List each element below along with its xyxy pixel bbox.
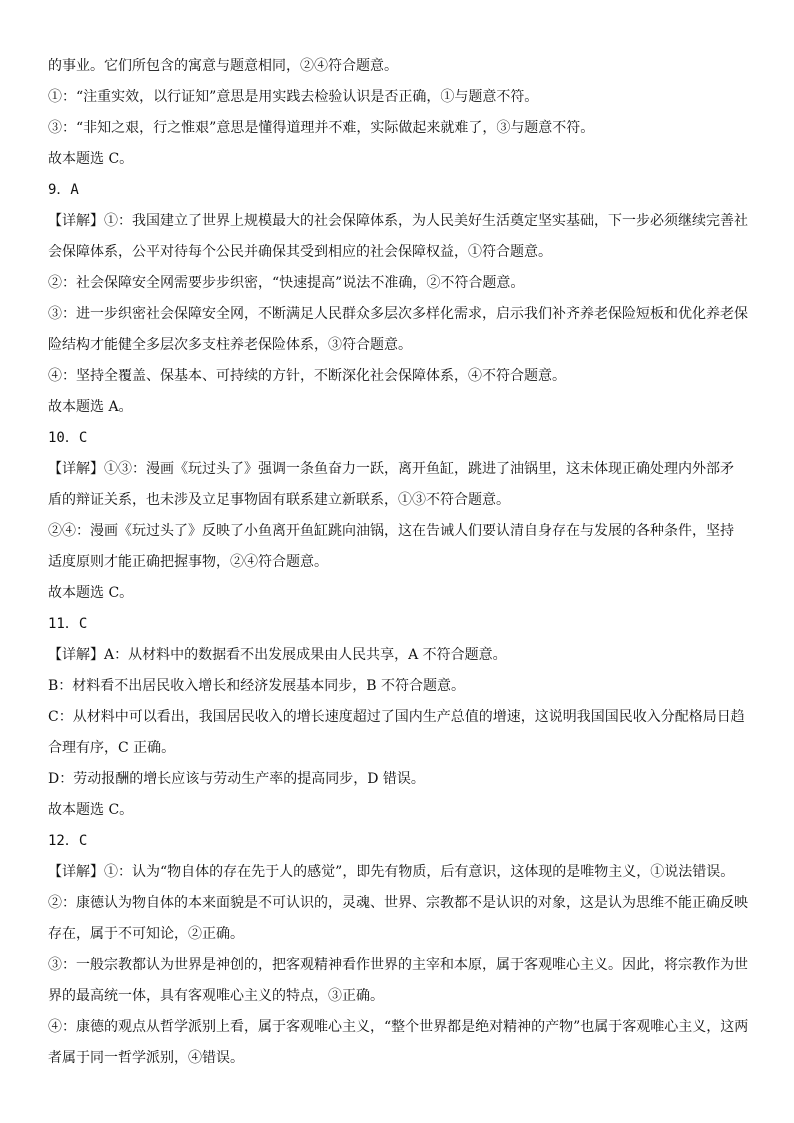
text-line: 【详解】①：认为“物自体的存在先于人的感觉”，即先有物质，后有意识，这体现的是唯物主义，①说法错误。	[48, 864, 735, 880]
text-line: 者属于同一哲学派别，④错误。	[48, 1050, 244, 1066]
text-line: 故本题选 C。	[48, 585, 134, 601]
text-line: 险结构才能健全多层次多支柱养老保险体系，③符合题意。	[48, 337, 412, 353]
text-line: ③：进一步织密社会保障安全网，不断满足人民群众多层次多样化需求，启示我们补齐养老保险短板和优化养老保	[48, 306, 748, 322]
text-line: C：从材料中可以看出，我国居民收入的增长速度超过了国内生产总值的增速，这说明我国国民收入分配格局日趋	[48, 709, 745, 725]
text-line: 【详解】①③：漫画《玩过头了》强调一条鱼奋力一跃，离开鱼缸，跳进了油锅里，这未体现正确处理内外部矛	[48, 461, 734, 477]
text-line: 故本题选 A。	[48, 399, 133, 415]
text-line: 【详解】①：我国建立了世界上规模最大的社会保障体系，为人民美好生活奠定坚实基础，下一步必须继续完善社	[48, 213, 748, 229]
text-line: 合理有序，C 正确。	[48, 740, 176, 756]
question-answer: 11．C	[48, 616, 88, 632]
text-line: 故本题选 C。	[48, 802, 134, 818]
text-line: 界的最高统一体，具有客观唯心主义的特点，③正确。	[48, 988, 384, 1004]
text-line: ③：一般宗教都认为世界是神创的，把客观精神看作世界的主宰和本原，属于客观唯心主义。因此，将宗教作为世	[48, 957, 748, 973]
text-line: ②：康德认为物自体的本来面貌是不可认识的，灵魂、世界、宗教都不是认识的对象，这是认为思维不能正确反映	[48, 895, 748, 911]
text-line: ②④：漫画《玩过头了》反映了小鱼离开鱼缸跳向油锅，这在告诫人们要认清自身存在与发展的各种条件，坚持	[48, 523, 734, 539]
text-line: 会保障体系，公平对待每个公民并确保其受到相应的社会保障权益，①符合题意。	[48, 244, 552, 260]
text-line: 故本题选 C。	[48, 151, 134, 167]
text-line: 适度原则才能正确把握事物，②④符合题意。	[48, 554, 328, 570]
text-line: B：材料看不出居民收入增长和经济发展基本同步，B 不符合题意。	[48, 678, 466, 694]
question-answer: 12．C	[48, 833, 88, 849]
text-line: ②：社会保障安全网需要步步织密，“快速提高”说法不准确，②不符合题意。	[48, 275, 525, 291]
text-line: ③：“非知之艰，行之惟艰”意思是懂得道理并不难，实际做起来就难了，③与题意不符。	[48, 120, 595, 136]
question-answer: 9．A	[48, 182, 79, 198]
text-line: 【详解】A：从材料中的数据看不出发展成果由人民共享，A 不符合题意。	[48, 647, 507, 663]
text-line: 存在，属于不可知论，②正确。	[48, 926, 244, 942]
text-line: ④：康德的观点从哲学派别上看，属于客观唯心主义，“整个世界都是绝对精神的产物”也属于客观唯心主义，这两	[48, 1019, 749, 1035]
text-line: ④：坚持全覆盖、保基本、可持续的方针，不断深化社会保障体系，④不符合题意。	[48, 368, 566, 384]
question-answer: 10．C	[48, 430, 88, 446]
text-line: 的事业。它们所包含的寓意与题意相同，②④符合题意。	[48, 58, 398, 74]
text-line: 盾的辩证关系，也未涉及立足事物固有联系建立新联系，①③不符合题意。	[48, 492, 510, 508]
text-line: D：劳动报酬的增长应该与劳动生产率的提高同步，D 错误。	[48, 771, 425, 787]
text-line: ①：“注重实效，以行证知”意思是用实践去检验认识是否正确，①与题意不符。	[48, 89, 539, 105]
